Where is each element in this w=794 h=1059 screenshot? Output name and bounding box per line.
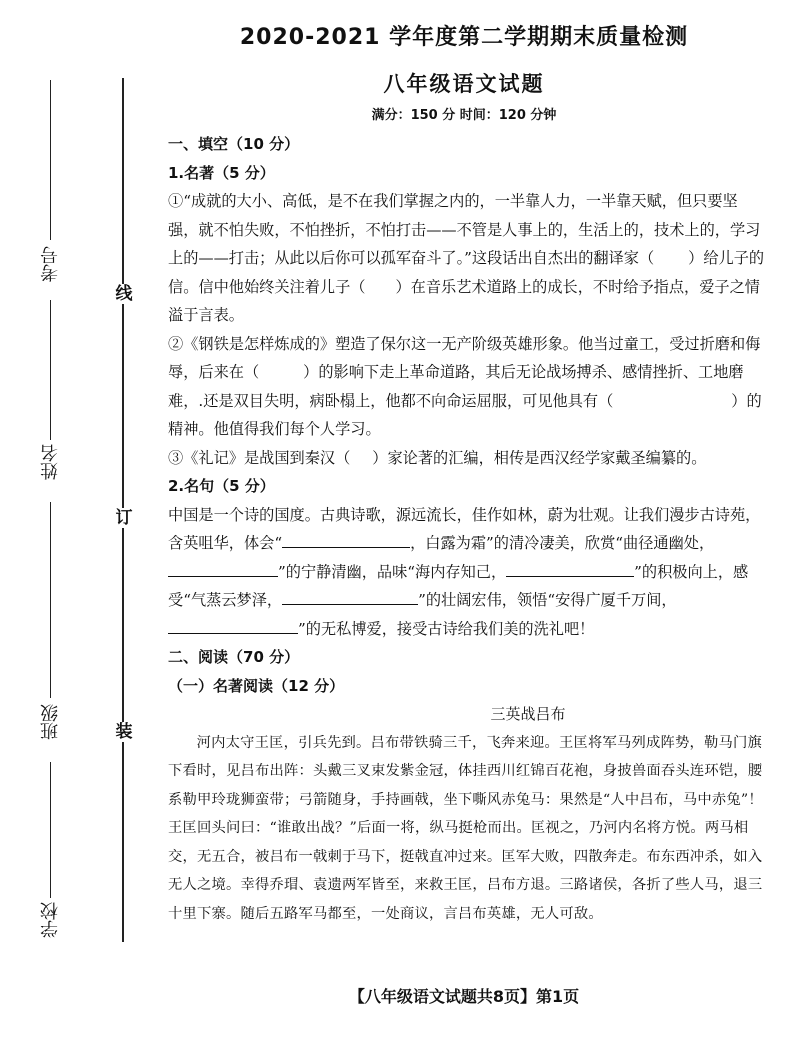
score-time-line: 满分：150 分 时间：120 分钟 — [371, 108, 557, 123]
label-name: 姓名 — [40, 444, 61, 480]
passage-body: 河内太守王匡，引兵先到。吕布带铁骑三千，飞奔来迎。王匡将军马列成阵势，勒马门旗下看时，见吕布出阵：头戴三叉束发紫金冠，体挂西川红锦百花袍，身披兽面吞头连环铠，腰系勒甲玲珑狮蛮带；弓箭随身，手持画戟，坐下嘶风赤兔马：果然是“人中吕布，马中赤兔”！王匡回头问曰：“谁敢出战？”后面一将，纵马挺枪而出。匡视之，乃河内名将方悦。两马相交，无五合，被吕布一戟刺于马下，挺戟直冲过来。匡军大败，四散奔走。布东西冲杀，如入无人之境。幸得乔瑁、袁遗两军皆至，来救王匡，吕布方退。三路诸侯，各折了些人马，退三十里下寨。随后五路军马都至，一处商议，言吕布英雄，无人可敌。 — [168, 734, 763, 922]
page-footer: 【八年级语文试题共8页】第1页 — [348, 987, 580, 1006]
question-1-heading: 1.名著（5 分） — [168, 163, 275, 182]
label-school: 学校 — [40, 902, 61, 938]
label-class: 班级 — [40, 704, 61, 740]
answer-blank-5[interactable] — [168, 615, 298, 634]
answer-blank-1[interactable] — [282, 529, 410, 548]
exam-subtitle: 八年级语文试题 — [383, 72, 545, 96]
exam-content — [168, 130, 768, 928]
question-1-item-3: ③《礼记》是战国到秦汉（ ）家论著的汇编，相传是西汉经学家戴圣编纂的。 — [168, 448, 707, 467]
school-fill-line — [50, 762, 51, 898]
name-fill-line — [50, 300, 51, 440]
passage-title: 三英战吕布 — [490, 705, 566, 723]
question-2-text: 中国是一个诗的国度。古典诗歌，源远流长，佳作如林，蔚为壮观。让我们漫步古诗苑，含英咀华，体会“ ，白露为霜”的清冷凄美，欣赏“曲径通幽处，”的宁静清幽，品味“海内存知己， ”的积极向上，感受“气蒸云梦泽， ”的壮阔宏伟，领悟“安得广厦千万间，”的无私博爱，接受古诗给我们美的洗礼吧！ — [168, 505, 761, 638]
question-2-heading: 2.名句（5 分） — [168, 477, 275, 495]
exam-no-fill-line — [50, 80, 51, 240]
label-exam-no: 考号 — [40, 246, 61, 282]
question-1-item-2: ②《钢铁是怎样炼成的》塑造了保尔这一无产阶级英雄形象。他当过童工，受过折磨和侮辱，后来在（ ）的影响下走上革命道路，其后无论战场搏杀、感情挫折、工地磨难，.还是双目失明，病卧榻上，他都不向命运屈服，可见他具有（ ）的精神。他值得我们每个人学习。 — [168, 334, 762, 438]
answer-blank-4[interactable] — [282, 586, 418, 605]
exam-title: 2020-2021 学年度第二学期期末质量检测 — [239, 25, 689, 50]
question-1-item-1: ①“成就的大小、高低，是不在我们掌握之内的，一半靠人力，一半靠天赋，但只要坚强，就不怕失败，不怕挫折，不怕打击——不管是人事上的，生活上的，技术上的，学习上的——打击；从此以后你可以孤军奋斗了。”这段话出自杰出的翻译家（ ）给儿子的信。信中他始终关注着儿子（ ）在音乐艺术道路上的成长，不时给予指点，爱子之情溢于言表。 — [168, 192, 765, 324]
section-1-heading: 一、填空（10 分） — [168, 135, 300, 153]
reading-1-heading: （一）名著阅读（12 分） — [168, 676, 345, 695]
section-2-heading: 二、阅读（70 分） — [168, 648, 300, 666]
margin-mark-bind: 装 — [115, 722, 133, 742]
class-fill-line — [50, 502, 51, 698]
answer-blank-3[interactable] — [506, 558, 634, 577]
margin-mark-line: 线 — [115, 284, 133, 304]
answer-blank-2[interactable] — [168, 558, 278, 577]
margin-mark-staple: 订 — [115, 508, 133, 528]
